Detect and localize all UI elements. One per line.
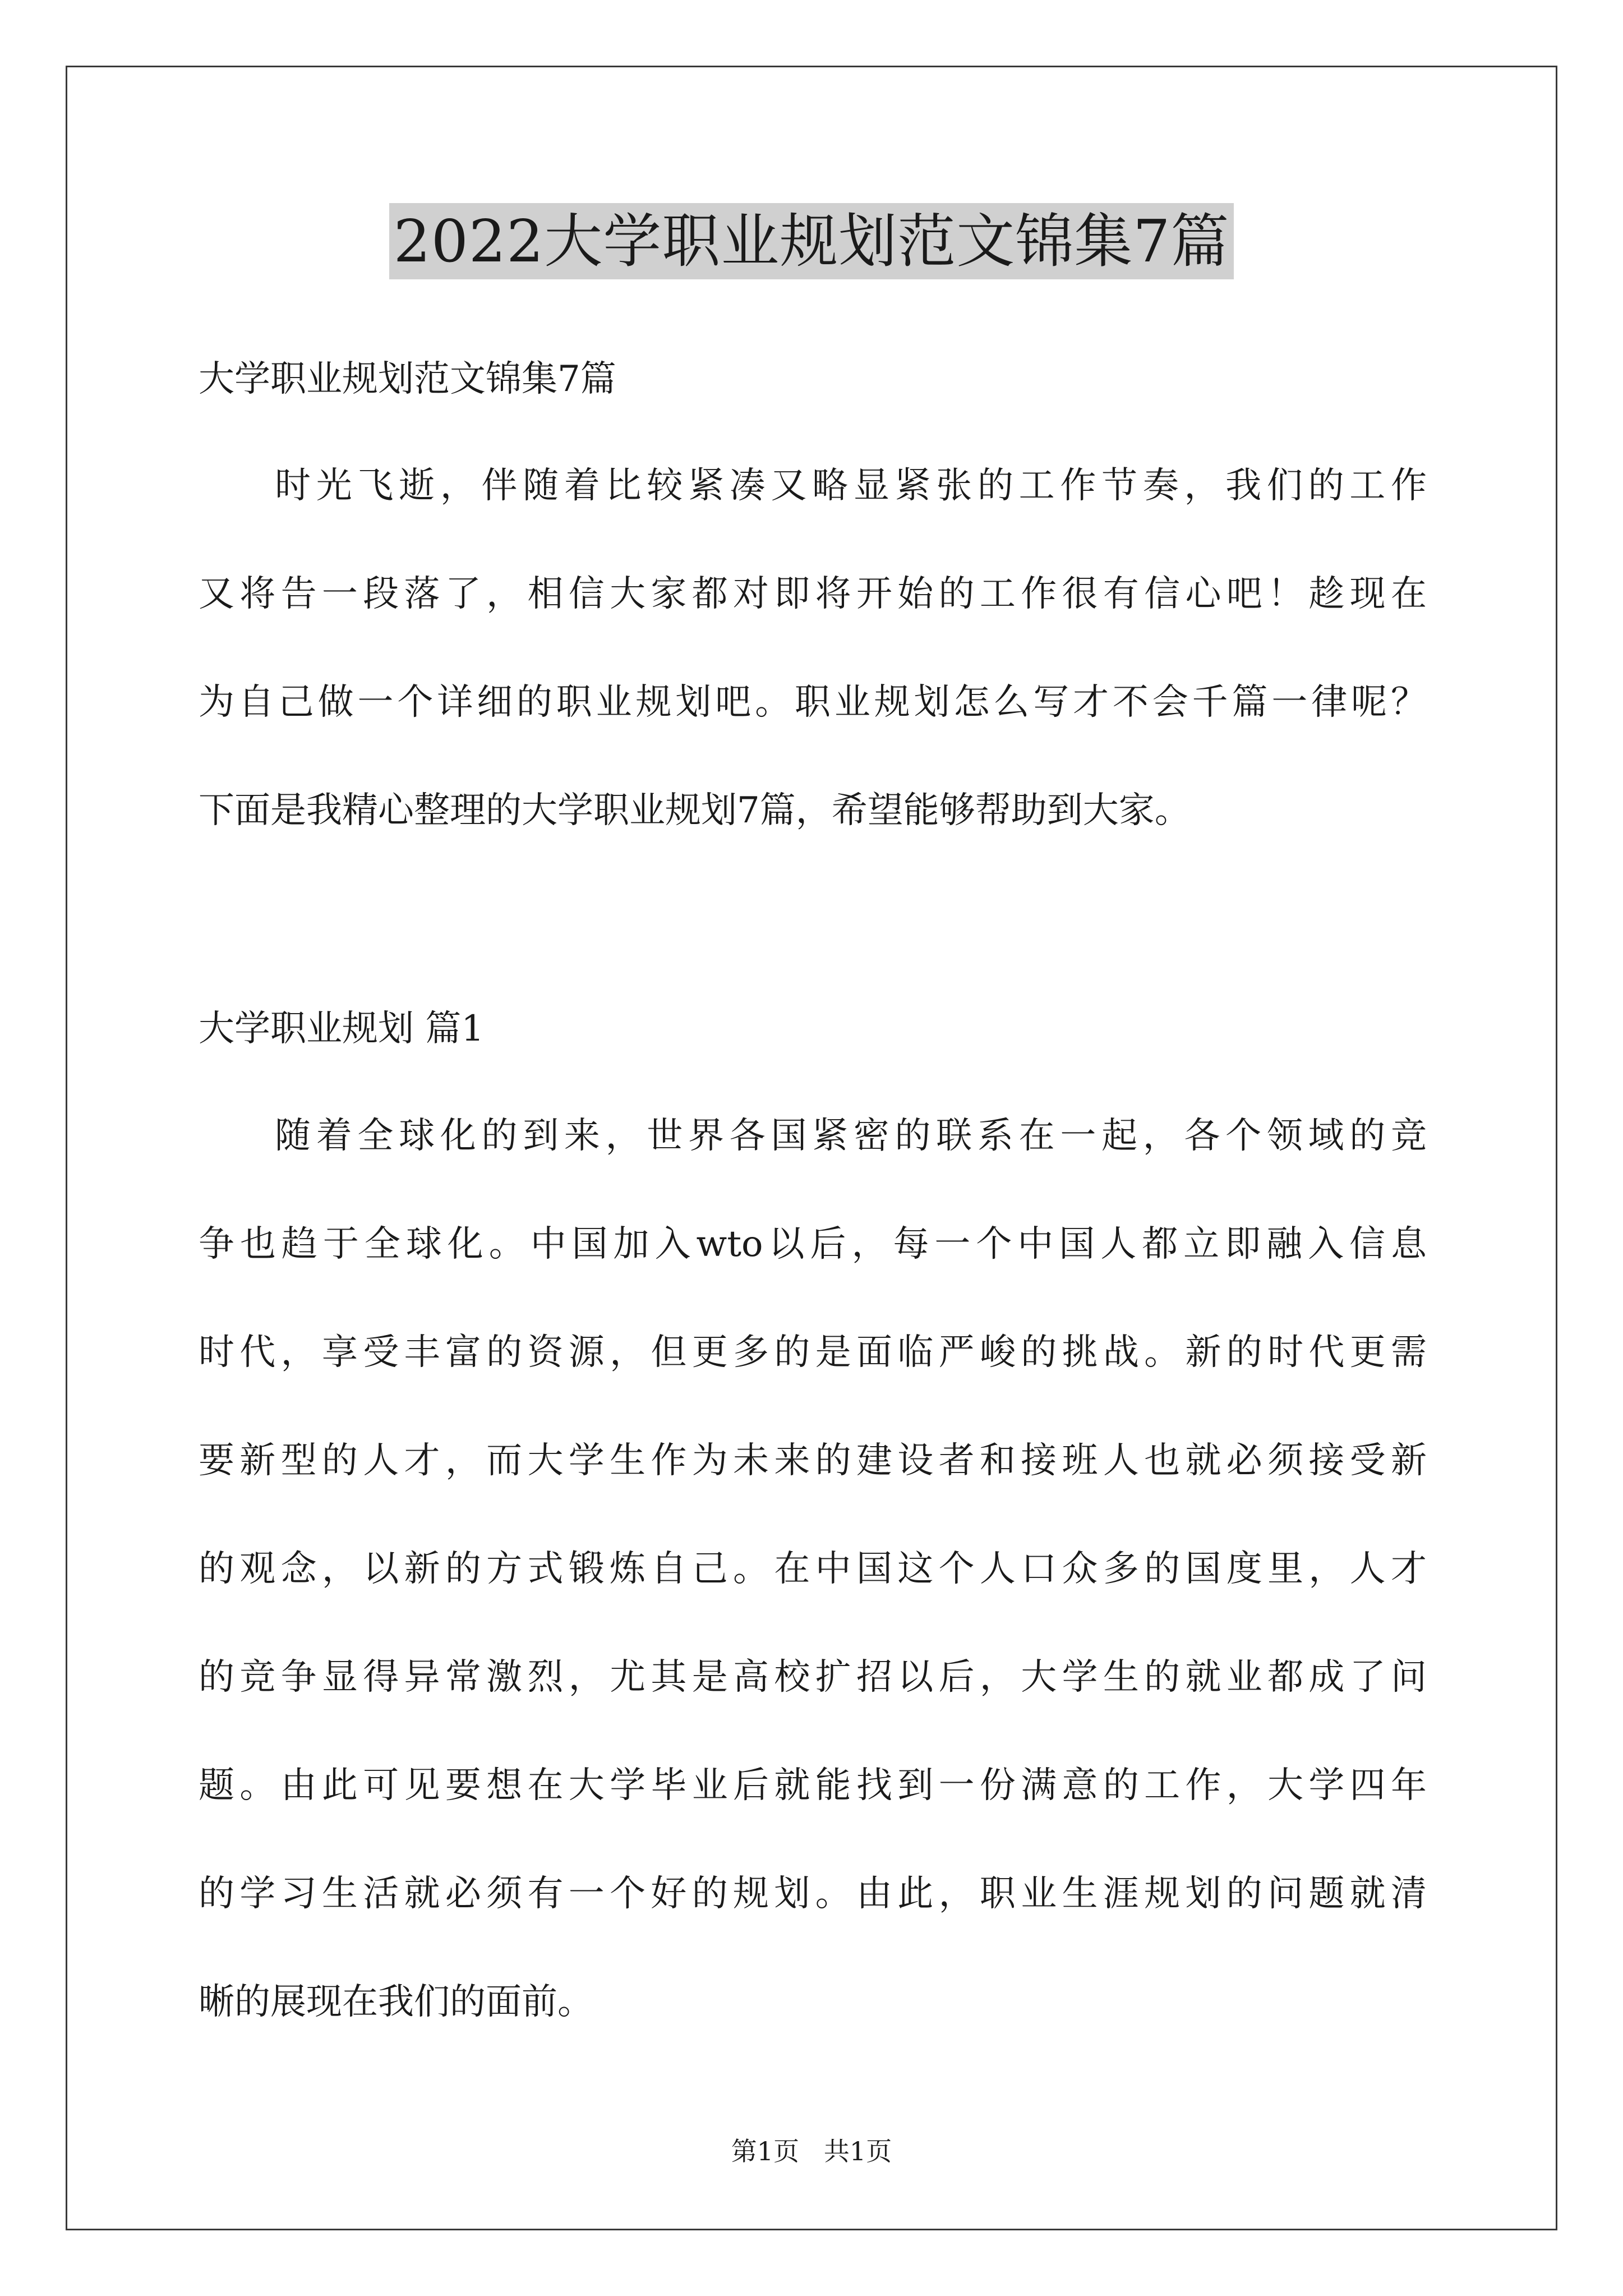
title-container [0, 203, 1623, 279]
body-line-1: 随着全球化的到来，世界各国紧密的联系在一起，各个领域的竞 [275, 1115, 1427, 1157]
body-line-7: 题。由此可见要想在大学毕业后就能找到一份满意的工作，大学四年 [199, 1765, 1427, 1806]
body-line-3: 时代，享受丰富的资源，但更多的是面临严峻的挑战。新的时代更需 [199, 1332, 1427, 1373]
intro-line-2: 又将告一段落了，相信大家都对即将开始的工作很有信心吧！趁现在 [199, 573, 1427, 615]
body-line-8: 的学习生活就必须有一个好的规划。由此，职业生涯规划的问题就清 [199, 1873, 1427, 1915]
page-footer: 第1页 共1页 [731, 2136, 892, 2166]
intro-line-4: 下面是我精心整理的大学职业规划7篇，希望能够帮助到大家。 [199, 790, 1191, 831]
body-line-4: 要新型的人才，而大学生作为未来的建设者和接班人也就必须接受新 [199, 1440, 1427, 1481]
body-line-2: 争也趋于全球化。中国加入wto以后，每一个中国人都立即融入信息 [199, 1223, 1427, 1265]
document-title: 2022大学职业规划范文锦集7篇 [389, 203, 1234, 279]
body-line-5: 的观念，以新的方式锻炼自己。在中国这个人口众多的国度里，人才 [199, 1548, 1427, 1590]
intro-line-3: 为自己做一个详细的职业规划吧。职业规划怎么写才不会千篇一律呢？ [199, 682, 1427, 723]
document-subtitle: 大学职业规划范文锦集7篇 [199, 358, 616, 400]
intro-line-1: 时光飞逝，伴随着比较紧凑又略显紧张的工作节奏，我们的工作 [275, 465, 1427, 507]
body-line-9: 晰的展现在我们的面前。 [199, 1981, 593, 2023]
body-line-6: 的竞争显得异常激烈，尤其是高校扩招以后，大学生的就业都成了问 [199, 1657, 1427, 1698]
section-heading: 大学职业规划 篇1 [199, 1008, 485, 1050]
